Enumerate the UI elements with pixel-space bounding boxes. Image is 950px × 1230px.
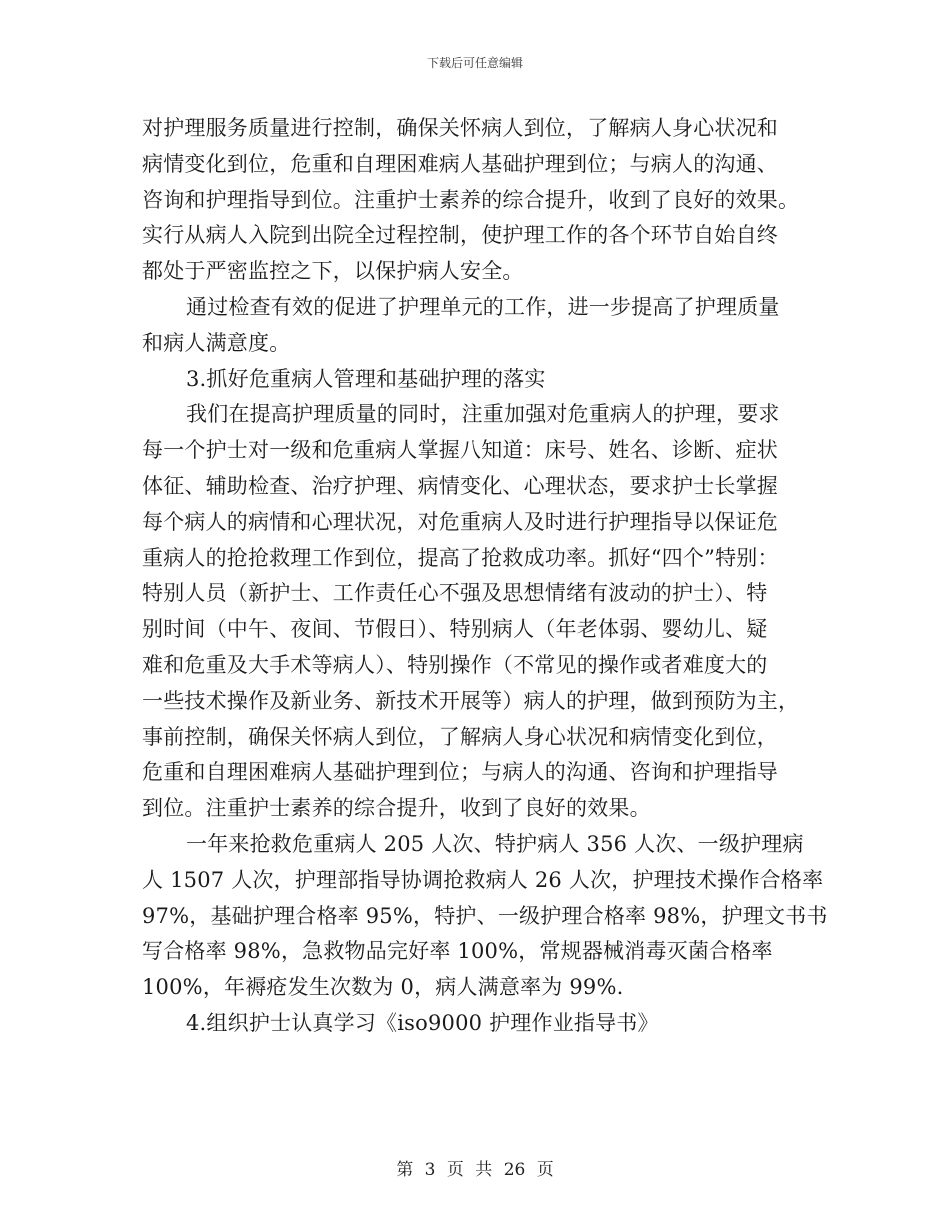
text-line: 我们在提高护理质量的同时，注重加强对危重病人的护理，要求 [186,402,780,427]
text-line: 对护理服务质量进行控制，确保关怀病人到位，了解病人身心状况和 [142,116,778,140]
text-line: 一年来抢救危重病人 205 人次、特护病人 356 人次、一级护理病 [186,831,804,856]
text-line: 病情变化到位，危重和自理困难病人基础护理到位；与病人的沟通、 [142,151,778,176]
page-header: 下载后可任意编辑 [426,56,523,70]
text-line: 实行从病人入院到出院全过程控制，使护理工作的各个环节自始自终 [142,223,778,248]
text-line: 3.抓好危重病人管理和基础护理的落实 [186,366,546,391]
text-line: 体征、辅助检查、治疗护理、病情变化、心理状态，要求护士长掌握 [142,473,778,498]
text-line: 每一个护士对一级和危重病人掌握八知道：床号、姓名、诊断、症状 [142,438,778,463]
text-line: 4.组织护士认真学习《iso9000 护理作业指导书》 [186,1010,659,1035]
text-line: 咨询和护理指导到位。注重护士素养的综合提升，收到了良好的效果。 [142,187,800,212]
text-line: 和病人满意度。 [142,330,291,355]
page-footer: 第 3 页 共 26 页 [396,1160,554,1180]
document-body [142,111,828,1042]
text-line: 难和危重及大手术等病人）、特别操作（不常见的操作或者难度大的 [142,652,768,677]
text-line: 97%，基础护理合格率 95%，特护、一级护理合格率 98%，护理文书书 [142,903,828,928]
text-line: 危重和自理困难病人基础护理到位；与病人的沟通、咨询和护理指导 [142,760,778,785]
text-line: 重病人的抢抢救理工作到位，提高了抢救成功率。抓好“四个”特别： [142,545,779,570]
text-line: 都处于严密监控之下，以保护病人安全。 [142,259,524,284]
text-line: 特别人员（新护士、工作责任心不强及思想情绪有波动的护士）、特 [142,581,768,606]
text-line: 100%，年褥疮发生次数为 0，病人满意率为 99%. [142,975,624,1000]
text-line: 人 1507 人次，护理部指导协调抢救病人 26 人次，护理技术操作合格率 [142,867,824,892]
text-line: 一些技术操作及新业务、新技术开展等）病人的护理，做到预防为主， [142,688,800,713]
text-line: 事前控制，确保关怀病人到位，了解病人身心状况和病情变化到位， [142,724,778,749]
text-line: 到位。注重护士素养的综合提升，收到了良好的效果。 [142,796,651,821]
text-line: 别时间（中午、夜间、节假日）、特别病人（年老体弱、婴幼儿、疑 [142,617,768,642]
text-line: 每个病人的病情和心理状况，对危重病人及时进行护理指导以保证危 [142,509,778,534]
text-line: 写合格率 98%，急救物品完好率 100%，常规器械消毒灭菌合格率 [142,939,773,964]
text-line: 通过检查有效的促进了护理单元的工作，进一步提高了护理质量 [186,294,780,319]
